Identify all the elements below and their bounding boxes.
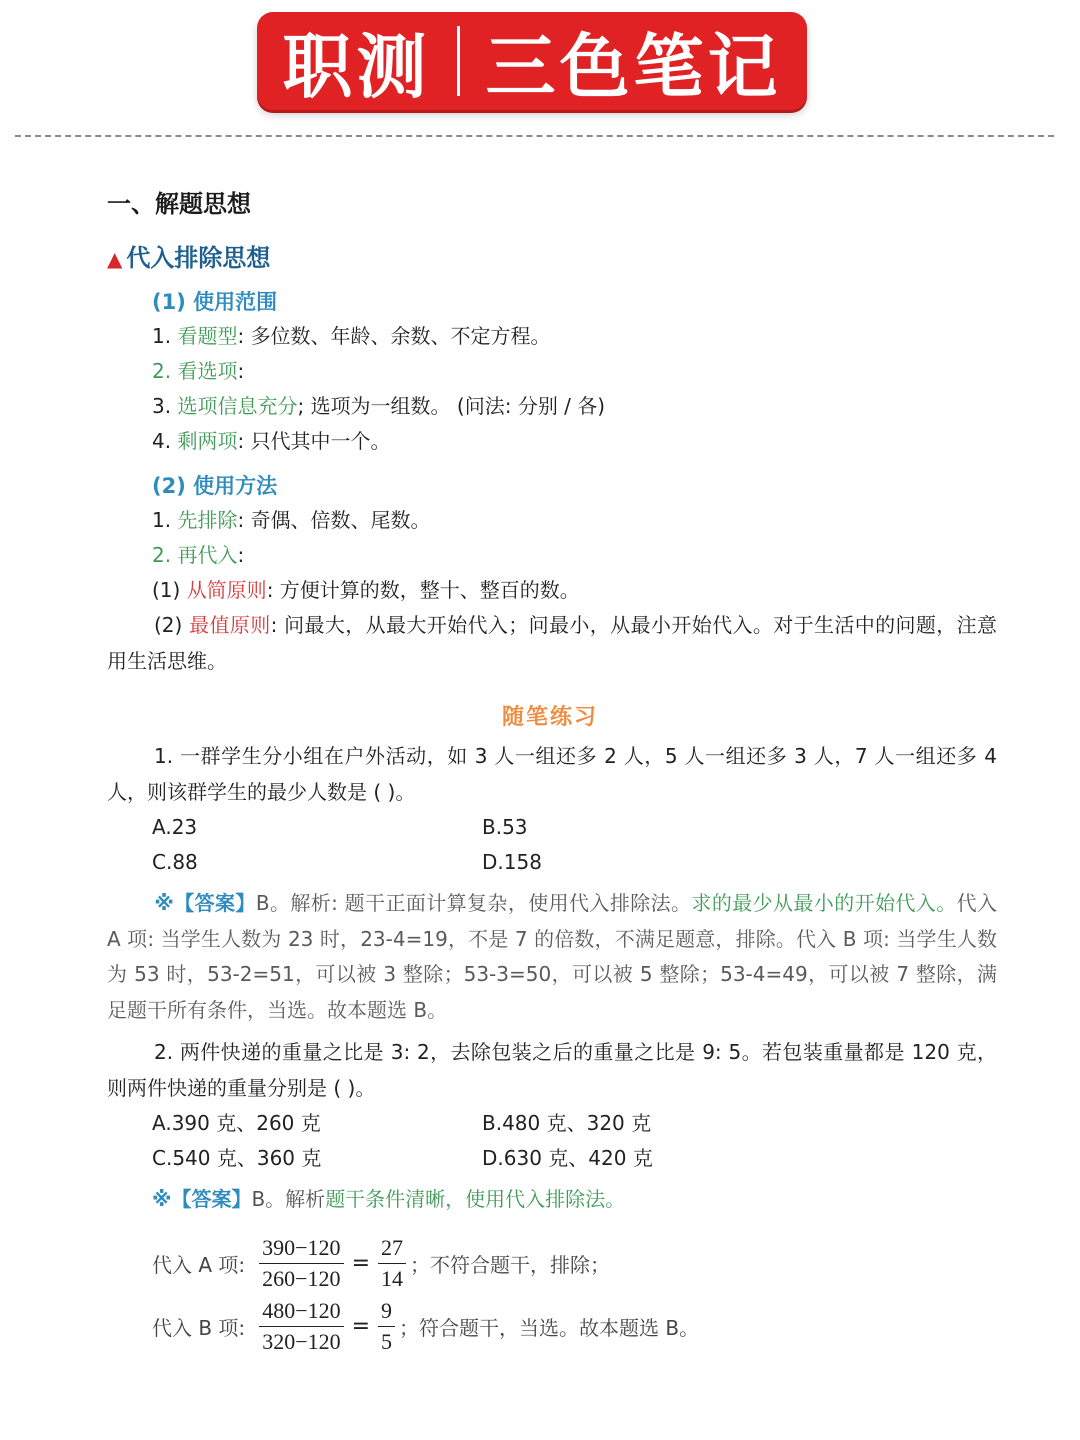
- triangle-icon: ▲: [107, 247, 123, 271]
- q2-option-c: C.540 克、360 克: [152, 1146, 322, 1170]
- q2-answer-text: B。解析: [251, 1187, 326, 1211]
- practice-title: 随笔练习: [501, 705, 598, 730]
- q1-answer-key: ※【答案】: [154, 891, 256, 915]
- usage-sub-1-sep: :: [266, 578, 280, 602]
- title-banner: [257, 12, 807, 110]
- q2-calc-a-result-num: 27: [378, 1235, 406, 1264]
- banner-divider: [457, 26, 460, 96]
- q1-option-a: A.23: [152, 815, 198, 839]
- q2-option-b: B.480 克、320 克: [482, 1111, 652, 1135]
- q2-calc-b-tail: ；符合题干，当选。故本题选 B。: [399, 1315, 700, 1340]
- method-title: [107, 238, 270, 273]
- q2-calc-b-fraction: [259, 1298, 343, 1355]
- q2-answer-hint: 题干条件清晰，使用代入排除法。: [325, 1187, 626, 1211]
- usage-sub-2-num: (2): [154, 613, 190, 637]
- scope-item-4-sep: :: [237, 429, 251, 453]
- q2-calc-a: [152, 1229, 610, 1297]
- usage-sub-1-key: 从简原则: [186, 578, 267, 602]
- scope-item-1-key: 看题型: [177, 324, 238, 348]
- usage-sub-1: [152, 573, 580, 607]
- q2-calc-b-result: [378, 1298, 395, 1355]
- q2-calc-b-numerator: 480−120: [259, 1298, 343, 1327]
- q2-calc-a-label: 代入 A 项:: [152, 1252, 246, 1277]
- usage-heading: (2) 使用方法: [152, 474, 278, 498]
- scope-item-4-text: 只代其中一个。: [250, 429, 391, 453]
- scope-item-4-key: 剩两项: [177, 429, 238, 453]
- scope-item-2: [152, 354, 244, 388]
- q2-option-d: D.630 克、420 克: [482, 1146, 653, 1170]
- usage-sub-2-text: 问最大，从最大开始代入；问最小，从最小开始代入。对于生活中的问题，注意用生活思维。: [107, 613, 998, 673]
- scope-heading: (1) 使用范围: [152, 290, 278, 314]
- scope-item-1-num: 1.: [152, 324, 178, 348]
- scope-item-3: [152, 389, 605, 423]
- q1-answer: [107, 886, 997, 1028]
- q2-calc-a-denominator: 260−120: [262, 1265, 341, 1291]
- q2-calc-b-label: 代入 B 项:: [152, 1315, 246, 1340]
- q2-calc-a-equals: =: [351, 1250, 370, 1276]
- scope-item-3-text: 选项为一组数。 (问法: 分别 / 各): [310, 394, 606, 418]
- usage-sub-2-sep: :: [270, 613, 285, 637]
- usage-item-2: [152, 538, 244, 572]
- usage-item-1-sep: :: [237, 508, 251, 532]
- q2-calc-b-denominator: 320−120: [262, 1328, 341, 1354]
- q2-calc-b-equals: =: [351, 1313, 371, 1339]
- method-title-text: 代入排除思想: [126, 244, 271, 272]
- scope-item-3-sep: ;: [297, 394, 311, 418]
- scope-item-1: [152, 319, 551, 353]
- usage-item-1-text: 奇偶、倍数、尾数。: [250, 508, 431, 532]
- usage-item-2-num: 2.: [152, 543, 178, 567]
- q2-calc-a-result: [378, 1235, 406, 1292]
- q2-answer: [152, 1182, 625, 1216]
- q2-stem-text: 2. 两件快递的重量之比是 3: 2，去除包装之后的重量之比是 9: 5。若包装重量都是 120 克，则两件快递的重量分别是 ( )。: [107, 1040, 997, 1100]
- usage-sub-2-key: 最值原则: [189, 613, 271, 637]
- q2-calc-b-result-num: 9: [378, 1298, 395, 1327]
- q2-calc-a-result-den: 14: [381, 1265, 403, 1291]
- scope-item-1-text: 多位数、年龄、余数、不定方程。: [250, 324, 551, 348]
- scope-item-2-key: 看选项: [177, 359, 238, 383]
- q1-option-d: D.158: [482, 850, 542, 874]
- usage-item-2-key: 再代入: [177, 543, 238, 567]
- q2-calc-b: [152, 1292, 699, 1360]
- scope-item-1-sep: :: [237, 324, 251, 348]
- q1-option-b: B.53: [482, 815, 528, 839]
- q1-answer-hint: 求的最少从最小的开始代入。: [691, 891, 957, 915]
- q2-calc-a-fraction: [259, 1235, 343, 1292]
- q2-calc-b-result-den: 5: [381, 1328, 393, 1354]
- usage-item-1: [152, 503, 431, 537]
- q1-stem: [107, 739, 997, 810]
- dashed-divider: [15, 135, 1054, 137]
- scope-item-4: [152, 424, 391, 458]
- q2-option-a: A.390 克、260 克: [152, 1111, 321, 1135]
- q1-answer-text: B。解析: 题干正面计算复杂，使用代入排除法。: [255, 891, 692, 915]
- usage-item-2-sep: :: [237, 543, 245, 567]
- q2-calc-a-numerator: 390−120: [259, 1235, 343, 1264]
- q2-stem: [107, 1035, 997, 1106]
- scope-item-3-key: 选项信息充分: [177, 394, 298, 418]
- scope-item-3-num: 3.: [152, 394, 178, 418]
- scope-item-2-sep: :: [237, 359, 245, 383]
- banner-left-text: 职测: [282, 24, 431, 108]
- banner-right-text: 三色笔记: [485, 24, 782, 108]
- usage-item-1-num: 1.: [152, 508, 178, 532]
- scope-item-2-num: 2.: [152, 359, 178, 383]
- usage-sub-2: [107, 608, 997, 679]
- q1-analysis: 代入 A 项: 当学生人数为 23 时，23-4=19，不是 7 的倍数，不满足题意，排除。代入 B 项: 当学生人数为 53 时，53-2=51，可以被 3 整除；53-3=50，可以被 5 整除；53-4=49，可以被 7 整除，满足题干所有条件，当选。故本题选 B。: [107, 891, 998, 1022]
- usage-sub-1-text: 方便计算的数，整十、整百的数。: [279, 578, 580, 602]
- usage-item-1-key: 先排除: [177, 508, 238, 532]
- q1-stem-text: 1. 一群学生分小组在户外活动，如 3 人一组还多 2 人，5 人一组还多 3 人，7 人一组还多 4 人，则该群学生的最少人数是 ( )。: [107, 744, 997, 804]
- section-title: 一、解题思想: [107, 190, 251, 218]
- scope-item-4-num: 4.: [152, 429, 178, 453]
- q2-answer-key: ※【答案】: [152, 1187, 252, 1211]
- usage-sub-1-num: (1): [152, 578, 187, 602]
- q2-calc-a-tail: ；不符合题干，排除；: [410, 1252, 610, 1277]
- q1-option-c: C.88: [152, 850, 198, 874]
